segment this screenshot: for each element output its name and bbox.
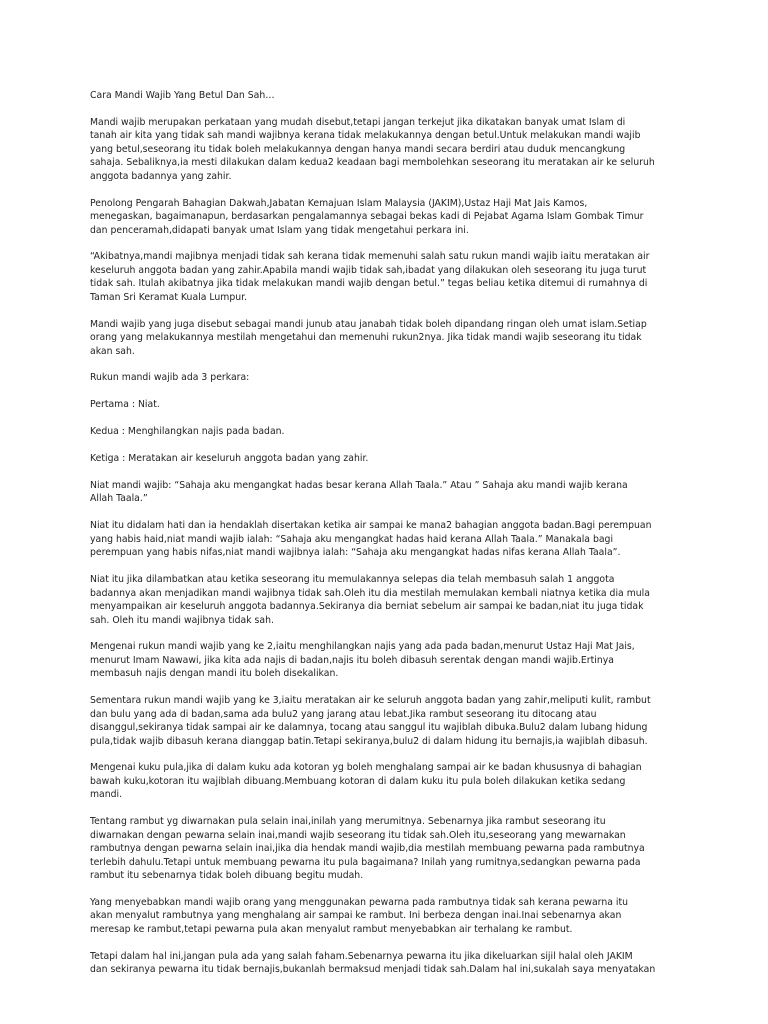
paragraph: Tentang rambut yg diwarnakan pula selain inai,inilah yang merumitnya. Sebenarnya jika rambut seseorang itu diwarnakan dengan pewarna selain inai,mandi wajib seseorang itu tidak sah.Oleh itu,seseorang yang mewarnakan rambutnya dengan pewarna selain inai,jika dia hendak mandi wajib,dia mestilah membuang pewarna pada rambutnya terlebih dahulu.Tetapi untuk membuang pewarna itu pula bagaimana? Inilah yang rumitnya,sedangkan pewarna pada rambut itu sebenarnya tidak boleh dibuang begitu mudah. [90,816,645,882]
paragraph: Yang menyebabkan mandi wajib orang yang menggunakan pewarna pada rambutnya tidak sah kerana pewarna itu akan menyalut rambutnya yang menghalang air sampai ke rambut. Ini berbeza dengan inai.Inai sebenarnya akan meresap ke rambut,tetapi pewarna pula akan menyalut rambut menyebabkan air terhalang ke rambut. [90,896,629,935]
paragraph: Kedua : Menghilangkan najis pada badan. [90,426,285,438]
article-title: Cara Mandi Wajib Yang Betul Dan Sah… [90,90,275,101]
paragraph: Mengenai kuku pula,jika di dalam kuku ada kotoran yg boleh menghalang sampai air ke badan khususnya di bahagian bawah kuku,kotoran itu wajiblah dibuang.Membuang kotoran di dalam kuku itu pula boleh dilakukan ketika sedang mandi. [90,762,642,801]
paragraph: Niat mandi wajib: “Sahaja aku mengangkat hadas besar kerana Allah Taala.” Atau ” Sahaja aku mandi wajib kerana Allah Taala.” [90,480,628,505]
paragraph: Tetapi dalam hal ini,jangan pula ada yang salah faham.Sebenarnya pewarna itu jika dikeluarkan sijil halal oleh JAKIM dan sekiranya pewarna itu tidak bernajis,bukanlah bermaksud menjadi tidak sah.Dalam hal ini,sukalah saya menyatakan [90,950,656,976]
paragraph: Pertama : Niat. [90,399,160,411]
paragraph: Rukun mandi wajib ada 3 perkara: [90,372,250,384]
paragraph: Mandi wajib merupakan perkataan yang mudah disebut,tetapi jangan terkejut jika dikatakan banyak umat Islam di tanah air kita yang tidak sah mandi wajibnya kerana tidak melakukannya dengan betul.Untuk melakukan mandi wajib yang betul,seseorang itu tidak boleh melakukannya dengan hanya mandi secara berdiri atau duduk mencangkung sahaja. Sebaliknya,ia mesti dilakukan dalam kedua2 keadaan bagi membolehkan seseorang itu meratakan air ke seluruh anggota badannya yang zahir. [90,116,655,182]
paragraph: Mengenai rukun mandi wajib yang ke 2,iaitu menghilangkan najis yang ada pada badan,menurut Ustaz Haji Mat Jais, menurut Imam Nawawi, jika kita ada najis di badan,najis itu boleh dibasuh serentak dengan mandi wajib.Ertinya membasuh najis dengan mandi itu boleh disekalikan. [90,641,635,680]
paragraph: Mandi wajib yang juga disebut sebagai mandi junub atau janabah tidak boleh dipandang ringan oleh umat islam.Setiap orang yang melakukannya mestilah mengetahui dan memenuhi rukun2nya. Jika tidak mandi wajib seseorang itu tidak akan sah. [90,318,647,357]
paragraph: Ketiga : Meratakan air keseluruh anggota badan yang zahir. [90,453,369,465]
paragraph: Sementara rukun mandi wajib yang ke 3,iaitu meratakan air ke seluruh anggota badan yang zahir,meliputi kulit, rambut dan bulu yang ada di badan,sama ada bulu2 yang jarang atau lebat.Jika rambut seseorang itu ditocang atau disanggul,sekiranya tidak sampai air ke dalamnya, tocang atau sanggul itu wajiblah dibuka.Bulu2 dalam lubang hidung pula,tidak wajib dibasuh kerana dianggap batin.Tetapi sekiranya,bulu2 di dalam hidung itu bernajis,ia wajiblah dibasuh. [90,695,651,747]
paragraph: Niat itu jika dilambatkan atau ketika seseorang itu memulakannya selepas dia telah membasuh salah 1 anggota badannya akan menjadikan mandi wajibnya tidak sah.Oleh itu dia mestilah memulakan kembali niatnya ketika dia mula menyampaikan air keseluruh anggota badannya.Sekiranya dia berniat sebelum air sampai ke badan,niat itu juga tidak sah. Oleh itu mandi wajibnya tidak sah. [90,574,650,626]
article-body [90,89,690,990]
paragraph: Penolong Pengarah Bahagian Dakwah,Jabatan Kemajuan Islam Malaysia (JAKIM),Ustaz Haji Mat Jais Kamos, menegaskan, bagaimanapun, berdasarkan pengalamannya sebagai bekas kadi di Pejabat Agama Islam Gombak Timur dan penceramah,didapati banyak umat Islam yang tidak mengetahui perkara ini. [90,197,644,236]
paragraph: Niat itu didalam hati dan ia hendaklah disertakan ketika air sampai ke mana2 bahagian anggota badan.Bagi perempuan yang habis haid,niat mandi wajib ialah: “Sahaja aku mengangkat hadas haid kerana Allah Taala.” Manakala bagi perempuan yang habis nifas,niat mandi wajibnya ialah: “Sahaja aku mengangkat hadas nifas kerana Allah Taala”. [90,520,652,559]
paragraph: “Akibatnya,mandi majibnya menjadi tidak sah kerana tidak memenuhi salah satu rukun mandi wajib iaitu meratakan air keseluruh anggota badan yang zahir.Apabila mandi wajib tidak sah,ibadat yang dilakukan oleh seseorang itu juga turut tidak sah. Itulah akibatnya jika tidak melakukan mandi wajib dengan betul.” tegas beliau ketika ditemui di rumahnya di Taman Sri Keramat Kuala Lumpur. [90,251,650,303]
